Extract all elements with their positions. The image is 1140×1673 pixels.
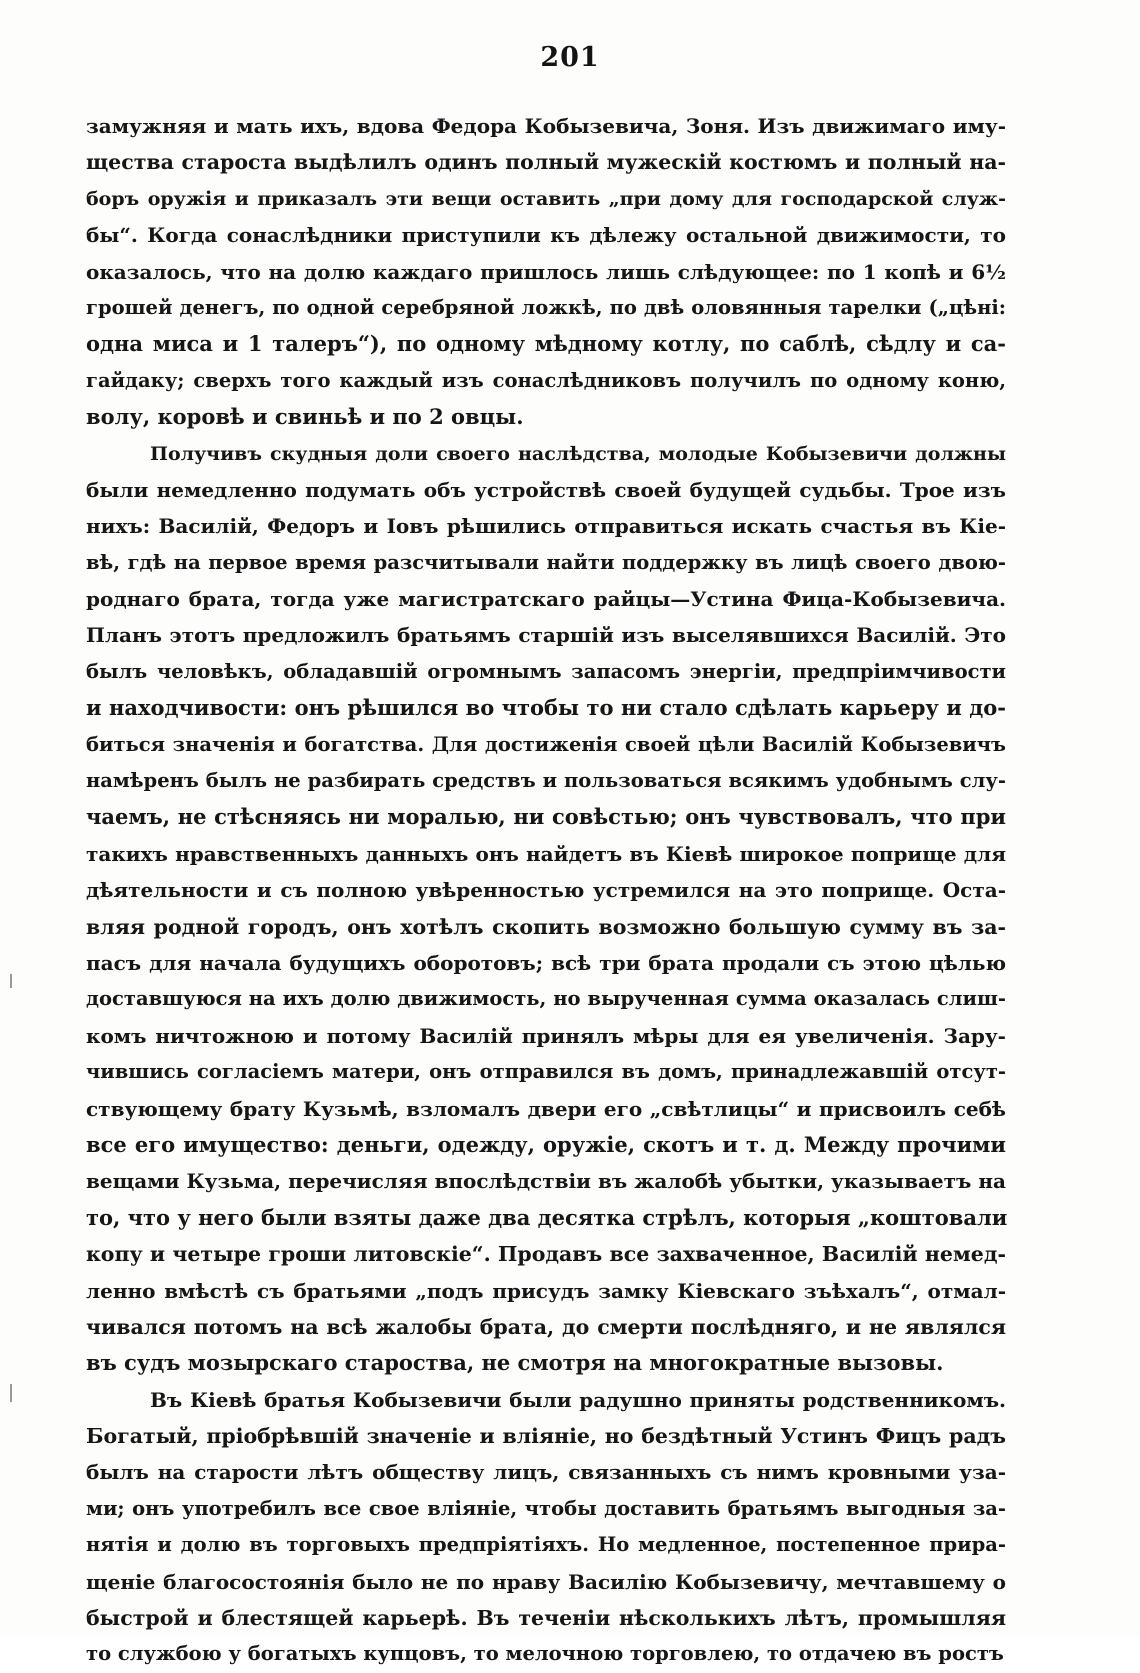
paragraph (86, 436, 1006, 1382)
text-line: ми; онъ употребилъ все свое вліяніе, чтобы доставить братьямъ выгодныя за- (86, 1496, 1006, 1520)
text-line: дѣятельности и съ полною увѣренностью устремился на это поприще. Оста- (86, 878, 1006, 903)
text-line: вещами Кузьма, перечисляя впослѣдствіи въ жалобѣ убытки, указываетъ на (86, 1169, 1006, 1194)
text-line: роднаго брата, тогда уже магистратскаго райцы—Устина Фица-Кобызевича. (86, 587, 1006, 612)
text-line: были немедленно подумать объ устройствѣ своей будущей судьбы. Трое изъ (86, 477, 1006, 502)
text-line: Получивъ скудныя доли своего наслѣдства, молодые Кобызевичи должны (150, 442, 1006, 465)
text-line: то, что у него были взяты даже два десятка стрѣлъ, которыя „коштовали (86, 1204, 1008, 1230)
text-line: вляя родной городъ, онъ хотѣлъ скопить возможно большую сумму въ за- (86, 914, 1006, 939)
text-line: чившись согласіемъ матери, онъ отправился въ домъ, принадлежавшій отсут- (86, 1060, 1006, 1084)
text-line: волу, коровѣ и свиньѣ и по 2 овцы. (86, 404, 524, 430)
text-line: пасъ для начала будущихъ оборотовъ; всѣ три брата продали съ этою цѣлью (86, 950, 1006, 975)
text-line: и находчивости: онъ рѣшился во чтобы то ни стало сдѣлать карьеру и до- (86, 695, 1006, 721)
page-number: 201 (540, 42, 600, 73)
text-line: все его имущество: деньги, одежду, оружіе, скотъ и т. д. Между прочими (86, 1131, 1006, 1157)
text-line: чивался потомъ на всѣ жалобы брата, до смерти послѣдняго, и не являлся (86, 1314, 1006, 1339)
text-line: комъ ничтожною и потому Василій принялъ мѣры для ея увеличенія. Зару- (86, 1023, 1006, 1048)
text-line: былъ человѣкъ, обладавшій огромнымъ запасомъ энергіи, предпріимчивости (86, 659, 1006, 683)
text-line: доставшуюся на ихъ долю движимость, но вырученная сумма оказалась слиш- (86, 987, 1006, 1011)
text-line: ленно вмѣстѣ съ братьями „подъ присудъ замку Кіевскаго зъѣхалъ“, отмал- (86, 1278, 1006, 1303)
text-line: вѣ, гдѣ на первое время разсчитывали найти поддержку въ лицѣ своего двою- (86, 550, 1006, 574)
text-line: такихъ нравственныхъ данныхъ онъ найдетъ въ Кіевѣ широкое поприще для (86, 841, 1006, 866)
text-line: замужняя и мать ихъ, вдова Федора Кобызевича, Зоня. Изъ движимаго иму- (86, 114, 1006, 138)
text-line: гайдаку; сверхъ того каждый изъ сонаслѣдниковъ получилъ по одному коню, (86, 368, 1006, 392)
paragraph (86, 108, 1006, 436)
text-line: щества староста выдѣлилъ одинъ полный мужескій костюмъ и полный на- (86, 150, 1006, 175)
text-line: оказалось, что на долю каждаго пришлось лишь слѣдующее: по 1 копѣ и 6½ (86, 259, 1006, 284)
text-line: боръ оружія и приказалъ эти вещи оставить „при дому для господарской служ- (86, 187, 1006, 210)
text-line: нятія и долю въ торговыхъ предпріятіяхъ. Но медленное, постепенное прира- (86, 1533, 1006, 1557)
margin-mark (10, 1384, 12, 1402)
text-line: Въ Кіевѣ братья Кобызевичи были радушно приняты родственникомъ. (150, 1387, 1006, 1412)
text-line: въ судъ мозырскаго староства, не смотря на многократные вызовы. (86, 1350, 944, 1376)
text-line: чаемъ, не стѣсняясь ни моралью, ни совѣстью; онъ чувствовалъ, что при (86, 804, 1006, 830)
text-line: ствующему брату Кузьмѣ, взломалъ двери его „свѣтлицы“ и присвоилъ себѣ (86, 1096, 1006, 1121)
text-line: то службою у богатыхъ купцовъ, то мелочною торговлею, то отдачею въ ростъ (86, 1642, 1004, 1666)
text-line: одна миса и 1 талеръ“), по одному мѣдному котлу, по саблѣ, сѣдлу и са- (86, 331, 1006, 357)
margin-mark (10, 974, 12, 988)
paragraph (86, 1382, 1006, 1673)
text-line: былъ на старости лѣтъ обществу лицъ, связанныхъ съ нимъ кровными уза- (86, 1460, 1006, 1485)
text-line: бы“. Когда сонаслѣдники приступили къ дѣлежу остальной движимости, то (86, 223, 1006, 248)
text-line: намѣренъ былъ не разбирать средствъ и пользоваться всякимъ удобнымъ слу- (86, 769, 1006, 793)
text-line: биться значенія и богатства. Для достиженія своей цѣли Василій Кобызевичъ (86, 732, 1006, 756)
text-line: щеніе благосостоянія было не по нраву Василію Кобызевичу, мечтавшему о (86, 1569, 1006, 1594)
body-text (86, 108, 1006, 1673)
text-line: копу и четыре гроши литовскіе“. Продавъ все захваченное, Василій немед- (86, 1242, 1006, 1267)
text-line: Богатый, пріобрѣвшій значеніе и вліяніе, но бездѣтный Устинъ Фицъ радъ (86, 1424, 1006, 1449)
text-line: нихъ: Василій, Федоръ и Іовъ рѣшились отправиться искать счастья въ Кіе- (86, 514, 1006, 539)
text-line: быстрой и блестящей карьерѣ. Въ теченіи нѣсколькихъ лѣтъ, промышляя (86, 1606, 1006, 1631)
text-line: грошей денегъ, по одной серебряной ложкѣ, по двѣ оловянныя тарелки („цѣні: (86, 295, 1006, 319)
text-line: Планъ этотъ предложилъ братьямъ старшій изъ выселявшихся Василій. Это (86, 623, 1006, 648)
